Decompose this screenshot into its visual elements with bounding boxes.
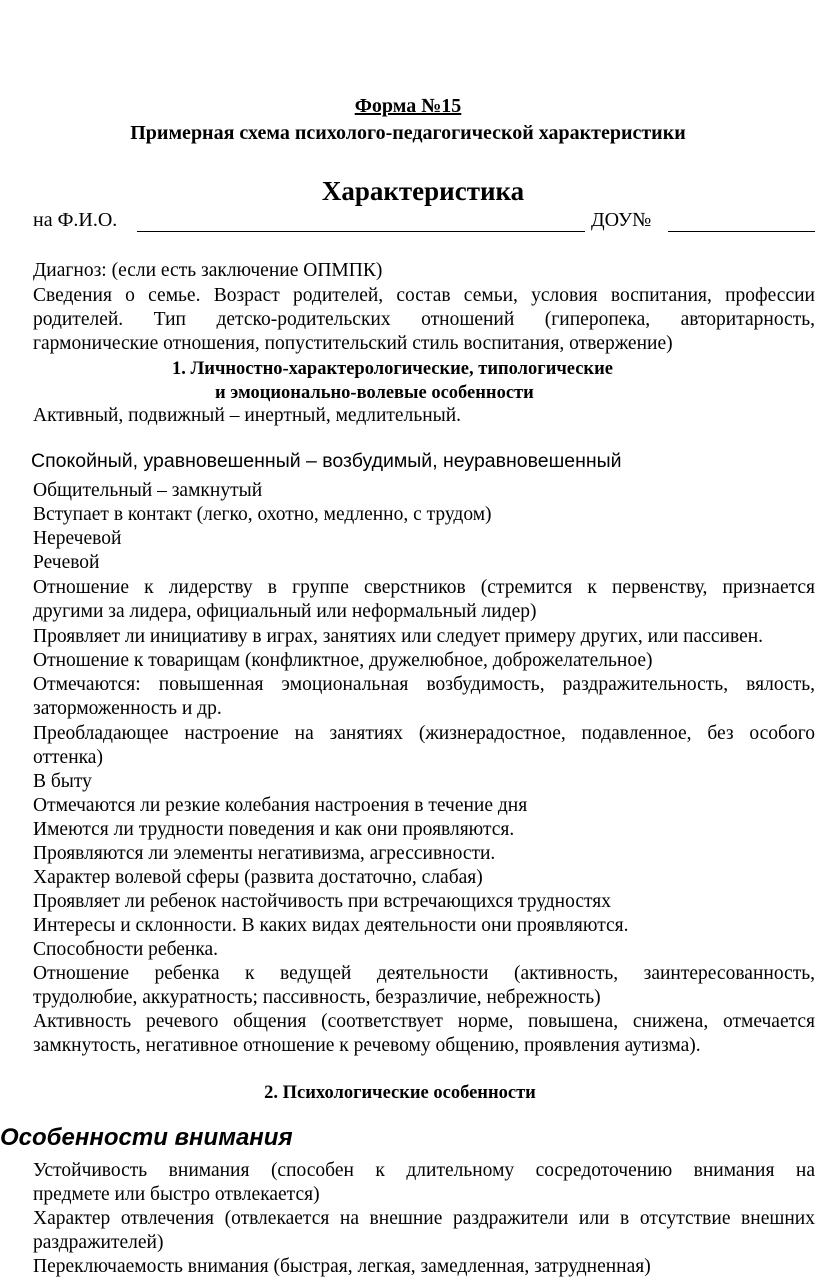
s2-line: Переключаемость внимания (быстрая, легкая, замедленная, затрудненная) bbox=[33, 1256, 651, 1277]
fio-row bbox=[33, 205, 815, 235]
s1-line: Неречевой bbox=[33, 528, 122, 549]
s1-line: Способности ребенка. bbox=[33, 939, 219, 960]
s2-line: раздражителей) bbox=[33, 1232, 164, 1253]
s1-line: Преобладающее настроение на занятиях (жизнерадостное, подавленное, без особого bbox=[33, 723, 815, 744]
s1-line: Отмечаются ли резкие колебания настроения в течение дня bbox=[33, 795, 528, 816]
characteristic-title: Характеристика bbox=[321, 176, 525, 206]
schema-title: Примерная схема психолого-педагогической характеристики bbox=[130, 122, 686, 144]
s1-line: оттенка) bbox=[33, 747, 103, 768]
dou-label: ДОУ№ bbox=[591, 209, 652, 231]
s1-line: Проявляет ли инициативу в играх, занятиях или следует примеру других, или пассивен. bbox=[33, 626, 764, 647]
s2-line: Устойчивость внимания (способен к длительному сосредоточению внимания на bbox=[33, 1160, 815, 1181]
s1-line: Речевой bbox=[33, 552, 100, 573]
s1-line: Активность речевого общения (соответствует норме, повышена, снижена, отмечается bbox=[33, 1011, 815, 1032]
s1-line: замкнутость, негативное отношение к речевому общению, проявления аутизма). bbox=[33, 1035, 701, 1056]
s1-line: Отношение к лидерству в группе сверстников (стремится к первенству, признается bbox=[33, 577, 815, 598]
section1-title-line1: 1. Личностно-характерологические, типологические bbox=[172, 359, 613, 379]
s1-line: Интересы и склонности. В каких видах деятельности они проявляются. bbox=[33, 915, 629, 936]
s1-line: Проявляет ли ребенок настойчивость при встречающихся трудностях bbox=[33, 891, 611, 912]
family-line-3: гармонические отношения, попустительский стиль воспитания, отвержение) bbox=[33, 333, 673, 354]
s2-line: Характер отвлечения (отвлекается на внешние раздражители или в отсутствие внешних bbox=[33, 1208, 815, 1229]
s2-line: предмете или быстро отвлекается) bbox=[33, 1184, 320, 1205]
s1-line: Имеются ли трудности поведения и как они проявляются. bbox=[33, 819, 515, 840]
family-line-2: родителей. Тип детско-родительских отношений (гиперопека, авторитарность, bbox=[33, 309, 815, 330]
s1-line: другими за лидера, официальный или неформальный лидер) bbox=[33, 601, 537, 622]
form-title: Форма №15 bbox=[354, 95, 462, 117]
s1-line: заторможенность и др. bbox=[33, 698, 222, 719]
section1-title-line2: и эмоционально-волевые особенности bbox=[215, 383, 534, 403]
s1-line: Общительный – замкнутый bbox=[33, 480, 263, 501]
attention-heading: Особенности внимания bbox=[0, 1124, 293, 1151]
s1-line: Отмечаются: повышенная эмоциональная возбудимость, раздражительность, вялость, bbox=[33, 674, 815, 695]
section2-title: 2. Психологические особенности bbox=[264, 1083, 536, 1103]
s1-line: В быту bbox=[33, 771, 92, 792]
fio-blank-line bbox=[137, 231, 585, 232]
family-line-1: Сведения о семье. Возраст родителей, состав семьи, условия воспитания, професcии bbox=[33, 285, 815, 306]
s1-line: Характер волевой сферы (развита достаточно, слабая) bbox=[33, 867, 483, 888]
s1-line: трудолюбие, аккуратность; пассивность, безразличие, небрежность) bbox=[33, 987, 601, 1008]
s1-line: Вступает в контакт (легко, охотно, медленно, с трудом) bbox=[33, 504, 492, 525]
dou-blank-line bbox=[668, 231, 815, 232]
s1-line: Отношение ребенка к ведущей деятельности (активность, заинтересованность, bbox=[33, 963, 815, 984]
item-calm: Спокойный, уравновешенный – возбудимый, неуравновешенный bbox=[31, 450, 622, 472]
diagnosis-line: Диагноз: (если есть заключение ОПМПК) bbox=[33, 260, 383, 281]
s1-line: Отношение к товарищам (конфликтное, дружелюбное, доброжелательное) bbox=[33, 650, 653, 671]
s1-line: Проявляются ли элементы негативизма, агрессивности. bbox=[33, 843, 496, 864]
item-active: Активный, подвижный – инертный, медлительный. bbox=[33, 405, 462, 426]
fio-label: на Ф.И.О. bbox=[33, 209, 118, 231]
